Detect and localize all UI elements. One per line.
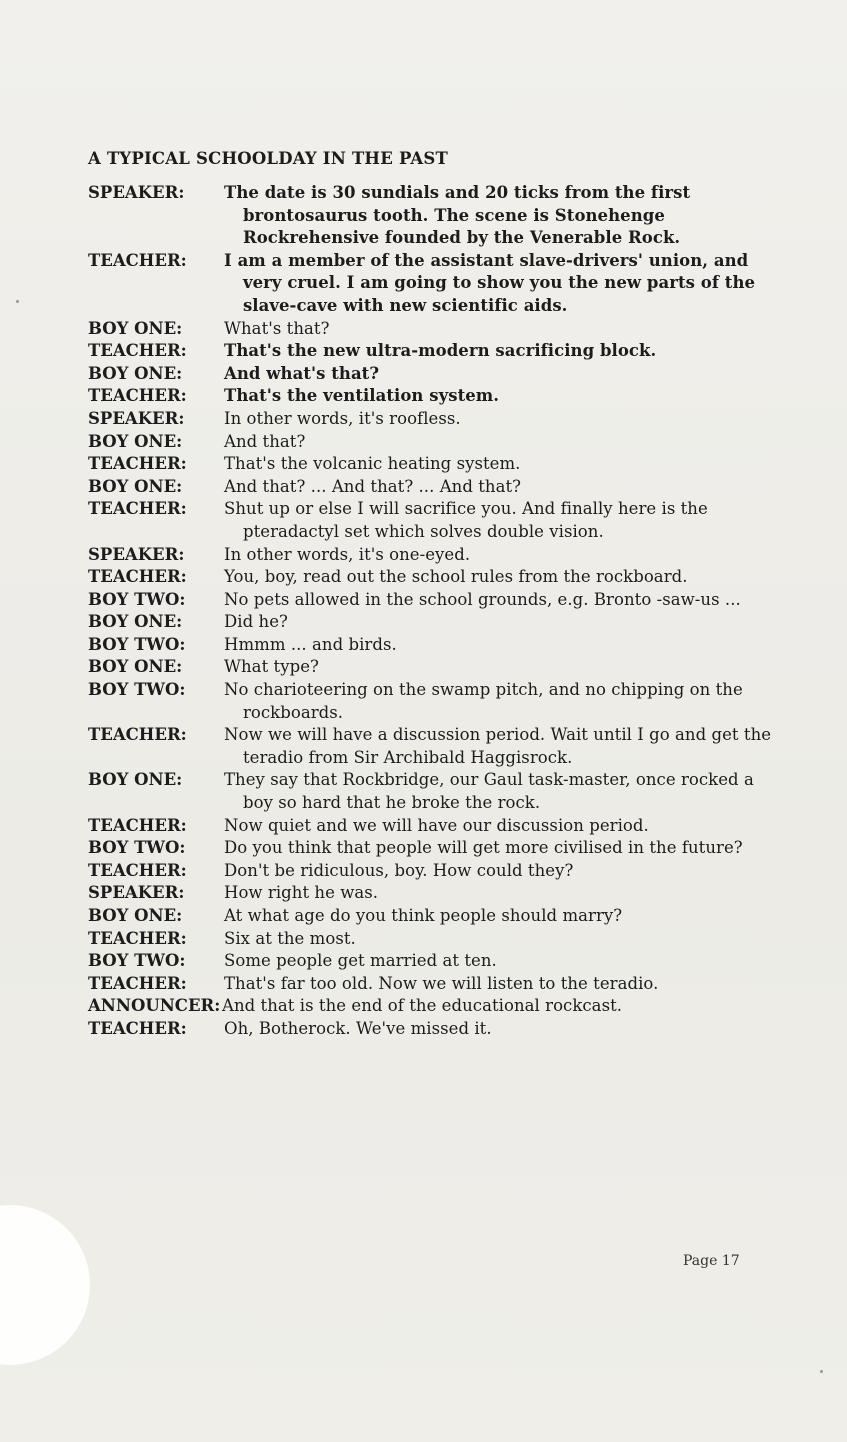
speaker-label: TEACHER: [88, 928, 187, 948]
dialogue-line [88, 815, 788, 838]
dialogue-text: Don't be ridiculous, boy. How could they? [224, 860, 574, 880]
paper-speck [820, 1370, 823, 1373]
dialogue-text: Shut up or else I will sacrifice you. And finally here is the pteradactyl set which solves double vision. [224, 499, 708, 541]
dialogue-line [88, 950, 788, 973]
dialogue-text: No pets allowed in the school grounds, e.g. Bronto -saw-us ... [224, 589, 741, 609]
dialogue-line [88, 453, 788, 476]
dialogue-line [88, 431, 788, 454]
dialogue-text: They say that Rockbridge, our Gaul task-master, once rocked a boy so hard that he broke the rock. [224, 770, 754, 813]
speaker-label: SPEAKER: [88, 883, 185, 903]
dialogue-line [88, 318, 788, 341]
speaker-label: ANNOUNCER: [88, 996, 221, 1016]
dialogue-line [88, 837, 788, 860]
dialogue-text: And that is the end of the educational rockcast. [222, 996, 623, 1016]
dialogue-text: That's the volcanic heating system. [224, 454, 521, 474]
dialogue-line [88, 679, 788, 724]
dialogue-text: Some people get married at ten. [224, 951, 497, 971]
speaker-label: BOY TWO: [88, 634, 186, 654]
dialogue-text: Now we will have a discussion period. Wait until I go and get the teradio from Sir Archibald Haggisrock. [224, 725, 772, 767]
dialogue-line [88, 408, 788, 431]
dialogue-text: I am a member of the assistant slave-drivers' union, and very cruel. I am going to show you the new parts of the slave-cave with new scientific aids. [224, 250, 756, 315]
speaker-label: BOY ONE: [88, 363, 183, 383]
speaker-label: BOY ONE: [88, 612, 183, 632]
dialogue-text: What's that? [224, 318, 330, 338]
dialogue-text: Now quiet and we will have our discussion period. [224, 815, 649, 835]
dialogue [88, 182, 788, 1041]
dialogue-line [88, 566, 788, 589]
dialogue-line [88, 882, 788, 905]
speaker-label: BOY TWO: [88, 589, 186, 609]
speaker-label: BOY TWO: [88, 838, 186, 858]
dialogue-line [88, 611, 788, 634]
speaker-label: TEACHER: [88, 250, 187, 270]
speaker-label: TEACHER: [88, 499, 187, 519]
dialogue-line [88, 476, 788, 499]
dialogue-line [88, 973, 788, 996]
speaker-label: BOY ONE: [88, 906, 183, 925]
dialogue-line [88, 363, 788, 386]
speaker-label: TEACHER: [88, 386, 187, 406]
dialogue-line [88, 656, 788, 679]
speaker-label: TEACHER: [88, 860, 187, 880]
dialogue-text: At what age do you think people should marry? [224, 906, 623, 925]
dialogue-text: And that? [224, 431, 306, 451]
dialogue-line [88, 182, 788, 250]
dialogue-line [88, 769, 788, 814]
page-number: Page 17 [683, 1253, 740, 1269]
speaker-label: BOY ONE: [88, 476, 183, 496]
document-page [88, 148, 788, 1041]
dialogue-line [88, 250, 788, 318]
speaker-label: TEACHER: [88, 341, 187, 361]
speaker-label: TEACHER: [88, 725, 187, 745]
speaker-label: TEACHER: [88, 973, 187, 993]
dialogue-text: That's the ventilation system. [224, 386, 500, 406]
dialogue-line [88, 1018, 788, 1041]
dialogue-text: Did he? [224, 612, 288, 632]
dialogue-line [88, 634, 788, 657]
dialogue-line [88, 340, 788, 363]
dialogue-text: Hmmm ... and birds. [224, 634, 397, 654]
dialogue-text: And what's that? [224, 363, 380, 383]
dialogue-text: No charioteering on the swamp pitch, and no chipping on the rockboards. [224, 680, 743, 722]
speaker-label: SPEAKER: [88, 544, 185, 564]
dialogue-line [88, 928, 788, 951]
speaker-label: SPEAKER: [88, 408, 185, 428]
dialogue-text: You, boy, read out the school rules from the rockboard. [224, 567, 688, 587]
speaker-label: BOY TWO: [88, 680, 186, 700]
dialogue-text: Six at the most. [224, 928, 356, 948]
dialogue-line [88, 498, 788, 543]
speaker-label: BOY ONE: [88, 770, 183, 790]
paper-speck [16, 300, 19, 303]
dialogue-line [88, 724, 788, 769]
speaker-label: TEACHER: [88, 815, 187, 835]
dialogue-text: How right he was. [224, 883, 379, 903]
dialogue-text: The date is 30 sundials and 20 ticks from the first brontosaurus tooth. The scene is Stonehenge Rockrehensive founded by the Venerable Rock. [224, 183, 691, 248]
dialogue-text: And that? ... And that? ... And that? [224, 476, 522, 496]
dialogue-text: What type? [224, 657, 319, 677]
dialogue-text: In other words, it's one-eyed. [224, 544, 471, 564]
speaker-label: TEACHER: [88, 1018, 187, 1038]
dialogue-line [88, 544, 788, 567]
dialogue-text: Oh, Botherock. We've missed it. [224, 1018, 492, 1038]
document-title: A TYPICAL SCHOOLDAY IN THE PAST [88, 149, 448, 168]
dialogue-text: That's the new ultra-modern sacrificing block. [224, 341, 657, 361]
speaker-label: BOY ONE: [88, 657, 183, 677]
dialogue-line [88, 385, 788, 408]
speaker-label: BOY TWO: [88, 951, 186, 971]
dialogue-text: In other words, it's roofless. [224, 408, 461, 428]
speaker-label: BOY ONE: [88, 318, 183, 338]
speaker-label: TEACHER: [88, 567, 187, 587]
dialogue-line [88, 589, 788, 612]
dialogue-line [88, 860, 788, 883]
dialogue-line [88, 905, 788, 928]
speaker-label: TEACHER: [88, 454, 187, 474]
dialogue-text: Do you think that people will get more civilised in the future? [224, 838, 743, 858]
dialogue-line [88, 995, 788, 1018]
speaker-label: BOY ONE: [88, 431, 183, 451]
speaker-label: SPEAKER: [88, 183, 185, 202]
dialogue-text: That's far too old. Now we will listen to the teradio. [224, 973, 659, 993]
